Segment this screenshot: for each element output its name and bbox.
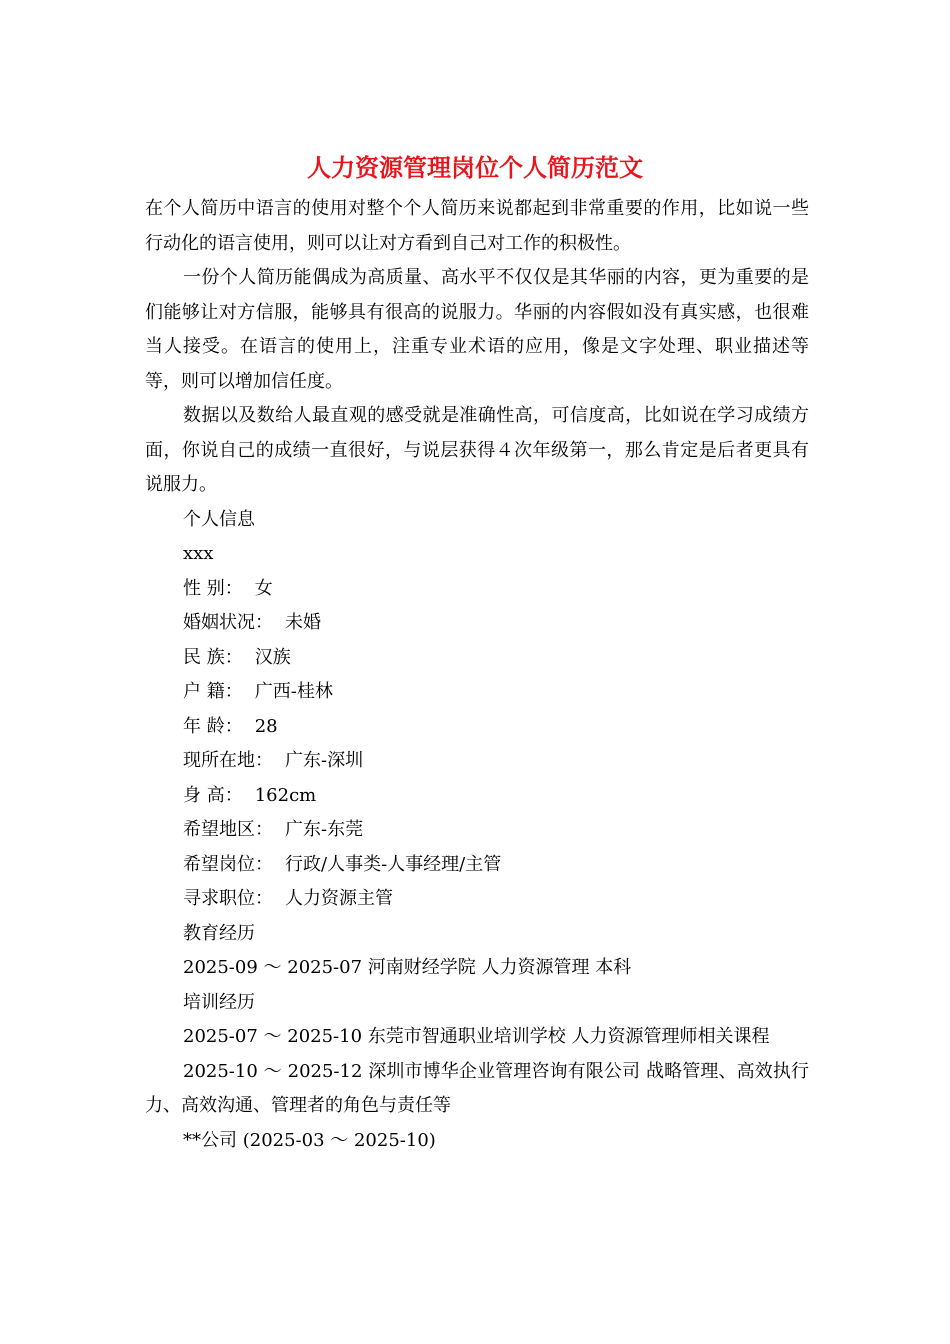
- field-label: 民 族：: [183, 646, 243, 668]
- field-value: 未婚: [285, 612, 321, 633]
- field-value: 广东-深圳: [285, 750, 364, 771]
- document-body: [145, 192, 809, 1158]
- field-value: 广东-东莞: [285, 819, 364, 840]
- field-marital-status: [145, 606, 809, 641]
- intro-paragraph-3: 数据以及数给人最直观的感受就是准确性高，可信度高，比如说在学习成绩方面，你说自己的成绩一直很好，与说层获得４次年级第一，那么肯定是后者更具有说服力。: [145, 405, 809, 495]
- intro-paragraph-1: 在个人简历中语言的使用对整个个人简历来说都起到非常重要的作用，比如说一些行动化的语言使用，则可以让对方看到自己对工作的积极性。: [145, 198, 809, 254]
- field-label: 婚姻状况：: [183, 612, 273, 633]
- field-value: 28: [254, 715, 278, 737]
- field-label: 身 高：: [183, 784, 243, 806]
- field-height: [145, 779, 809, 814]
- field-value: 汉族: [254, 646, 291, 668]
- field-label: 户 籍：: [183, 681, 243, 702]
- field-ethnicity: [145, 641, 809, 676]
- field-label: 希望地区：: [183, 819, 273, 840]
- training-entry-2: 2025-10 ～ 2025-12 深圳市博华企业管理咨询有限公司 战略管理、高效执行力、高效沟通、管理者的角色与责任等: [145, 1060, 809, 1116]
- field-age: [145, 710, 809, 745]
- personal-name: xxx: [183, 543, 214, 564]
- field-value: 人力资源主管: [285, 888, 393, 909]
- field-value: 行政/人事类-人事经理/主管: [285, 853, 502, 875]
- training-entry-1: 2025-07 ～ 2025-10 东莞市智通职业培训学校 人力资源管理师相关课程: [183, 1026, 770, 1047]
- intro-paragraph-2: 一份个人简历能偶成为高质量、高水平不仅仅是其华丽的内容，更为重要的是们能够让对方信服，能够具有很高的说服力。华丽的内容假如没有真实感，也很难当人接受。在语言的使用上，注重专业术语的应用，像是文字处理、职业描述等等，则可以增加信任度。: [145, 267, 809, 392]
- field-label: 希望岗位：: [183, 853, 273, 875]
- field-household-registration: [145, 675, 809, 710]
- field-value: 广西-桂林: [254, 681, 333, 702]
- field-seeking-job: [145, 882, 809, 917]
- education-entry: 2025-09 ～ 2025-07 河南财经学院 人力资源管理 本科: [183, 957, 632, 978]
- field-label: 年 龄：: [183, 715, 243, 737]
- field-label: 寻求职位：: [183, 888, 273, 909]
- training-heading: 培训经历: [183, 991, 255, 1013]
- field-value: 162cm: [254, 784, 317, 806]
- field-label: 性 别：: [183, 577, 243, 599]
- field-desired-region: [145, 813, 809, 848]
- field-desired-position: [145, 848, 809, 883]
- work-company: **公司 (2025-03 ～ 2025-10): [183, 1129, 436, 1151]
- field-gender: [145, 572, 809, 607]
- personal-info-heading: 个人信息: [183, 508, 255, 530]
- field-label: 现所在地：: [183, 750, 273, 771]
- field-value: 女: [254, 577, 273, 599]
- education-heading: 教育经历: [183, 922, 255, 944]
- document-title: 人力资源管理岗位个人简历范文: [307, 153, 643, 182]
- field-current-location: [145, 744, 809, 779]
